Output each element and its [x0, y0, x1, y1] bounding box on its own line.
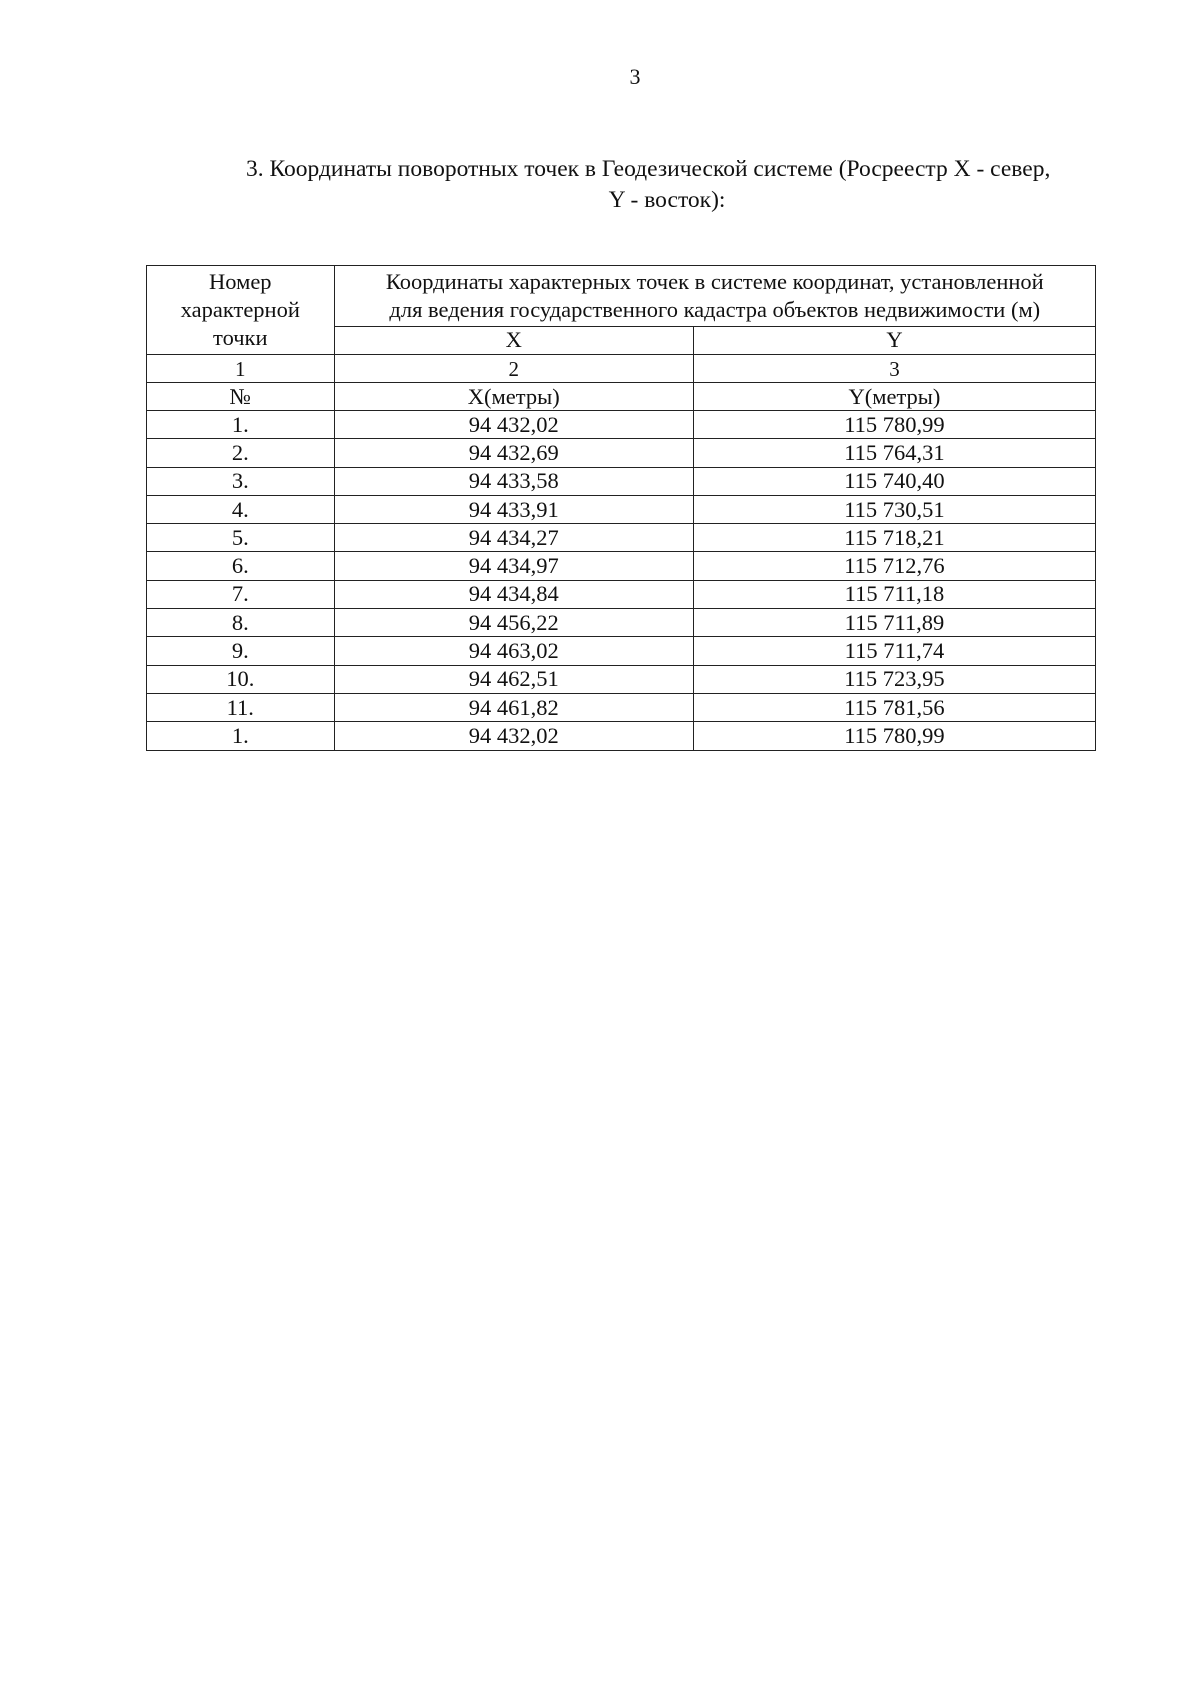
point-x: 94 434,84 [334, 580, 693, 608]
point-x: 94 433,91 [334, 495, 693, 523]
point-y: 115 781,56 [693, 693, 1095, 721]
header-coordinates [334, 266, 1095, 327]
header-point-number-line-1: Номер [209, 269, 272, 294]
point-x: 94 434,27 [334, 524, 693, 552]
point-x: 94 456,22 [334, 609, 693, 637]
point-number: 11. [147, 693, 335, 721]
header-x: X [334, 326, 693, 354]
heading-line-2: Y - восток): [608, 187, 726, 213]
table-row [147, 580, 1096, 608]
column-number-1: 1 [147, 355, 335, 383]
table-row [147, 467, 1096, 495]
table-row [147, 693, 1096, 721]
table-row [147, 609, 1096, 637]
coordinates-table [146, 265, 1096, 751]
header-y: Y [693, 326, 1095, 354]
header-coordinates-line-1: Координаты характерных точек в системе координат, установленной [385, 268, 1044, 294]
point-number: 8. [147, 609, 335, 637]
point-number: 6. [147, 552, 335, 580]
point-number: 4. [147, 495, 335, 523]
header-point-number-line-3: точки [213, 325, 268, 350]
units-x: X(метры) [334, 383, 693, 411]
point-y: 115 740,40 [693, 467, 1095, 495]
header-point-number-line-2: характерной [180, 297, 300, 322]
heading-line-1: 3. Координаты поворотных точек в Геодезической системе (Росреестр X - север, [246, 156, 1051, 182]
point-number: 7. [147, 580, 335, 608]
point-y: 115 730,51 [693, 495, 1095, 523]
table-row [147, 552, 1096, 580]
header-coordinates-line-2: для ведения государственного кадастра объектов недвижимости (м) [389, 296, 1041, 322]
table-row [147, 524, 1096, 552]
point-x: 94 462,51 [334, 665, 693, 693]
point-number: 9. [147, 637, 335, 665]
point-number: 2. [147, 439, 335, 467]
column-number-2: 2 [334, 355, 693, 383]
point-x: 94 432,02 [334, 411, 693, 439]
point-y: 115 718,21 [693, 524, 1095, 552]
point-number: 5. [147, 524, 335, 552]
table-row [147, 637, 1096, 665]
point-y: 115 764,31 [693, 439, 1095, 467]
point-y: 115 711,18 [693, 580, 1095, 608]
units-row [147, 383, 1096, 411]
point-x: 94 432,02 [334, 722, 693, 750]
point-y: 115 780,99 [693, 722, 1095, 750]
point-number: 10. [147, 665, 335, 693]
table-row [147, 411, 1096, 439]
point-x: 94 432,69 [334, 439, 693, 467]
column-number-3: 3 [693, 355, 1095, 383]
table-row [147, 665, 1096, 693]
page-number: 3 [629, 64, 641, 89]
table-row [147, 439, 1096, 467]
units-y: Y(метры) [693, 383, 1095, 411]
point-x: 94 463,02 [334, 637, 693, 665]
point-x: 94 434,97 [334, 552, 693, 580]
units-number: № [147, 383, 335, 411]
point-number: 1. [147, 722, 335, 750]
point-number: 3. [147, 467, 335, 495]
header-point-number [147, 266, 335, 355]
point-y: 115 712,76 [693, 552, 1095, 580]
point-x: 94 433,58 [334, 467, 693, 495]
point-y: 115 780,99 [693, 411, 1095, 439]
point-y: 115 711,74 [693, 637, 1095, 665]
point-y: 115 723,95 [693, 665, 1095, 693]
table-header-row [147, 266, 1096, 327]
section-heading [246, 154, 1106, 216]
point-number: 1. [147, 411, 335, 439]
point-x: 94 461,82 [334, 693, 693, 721]
point-y: 115 711,89 [693, 609, 1095, 637]
table-row [147, 495, 1096, 523]
table-row [147, 722, 1096, 750]
column-numbers-row [147, 355, 1096, 383]
